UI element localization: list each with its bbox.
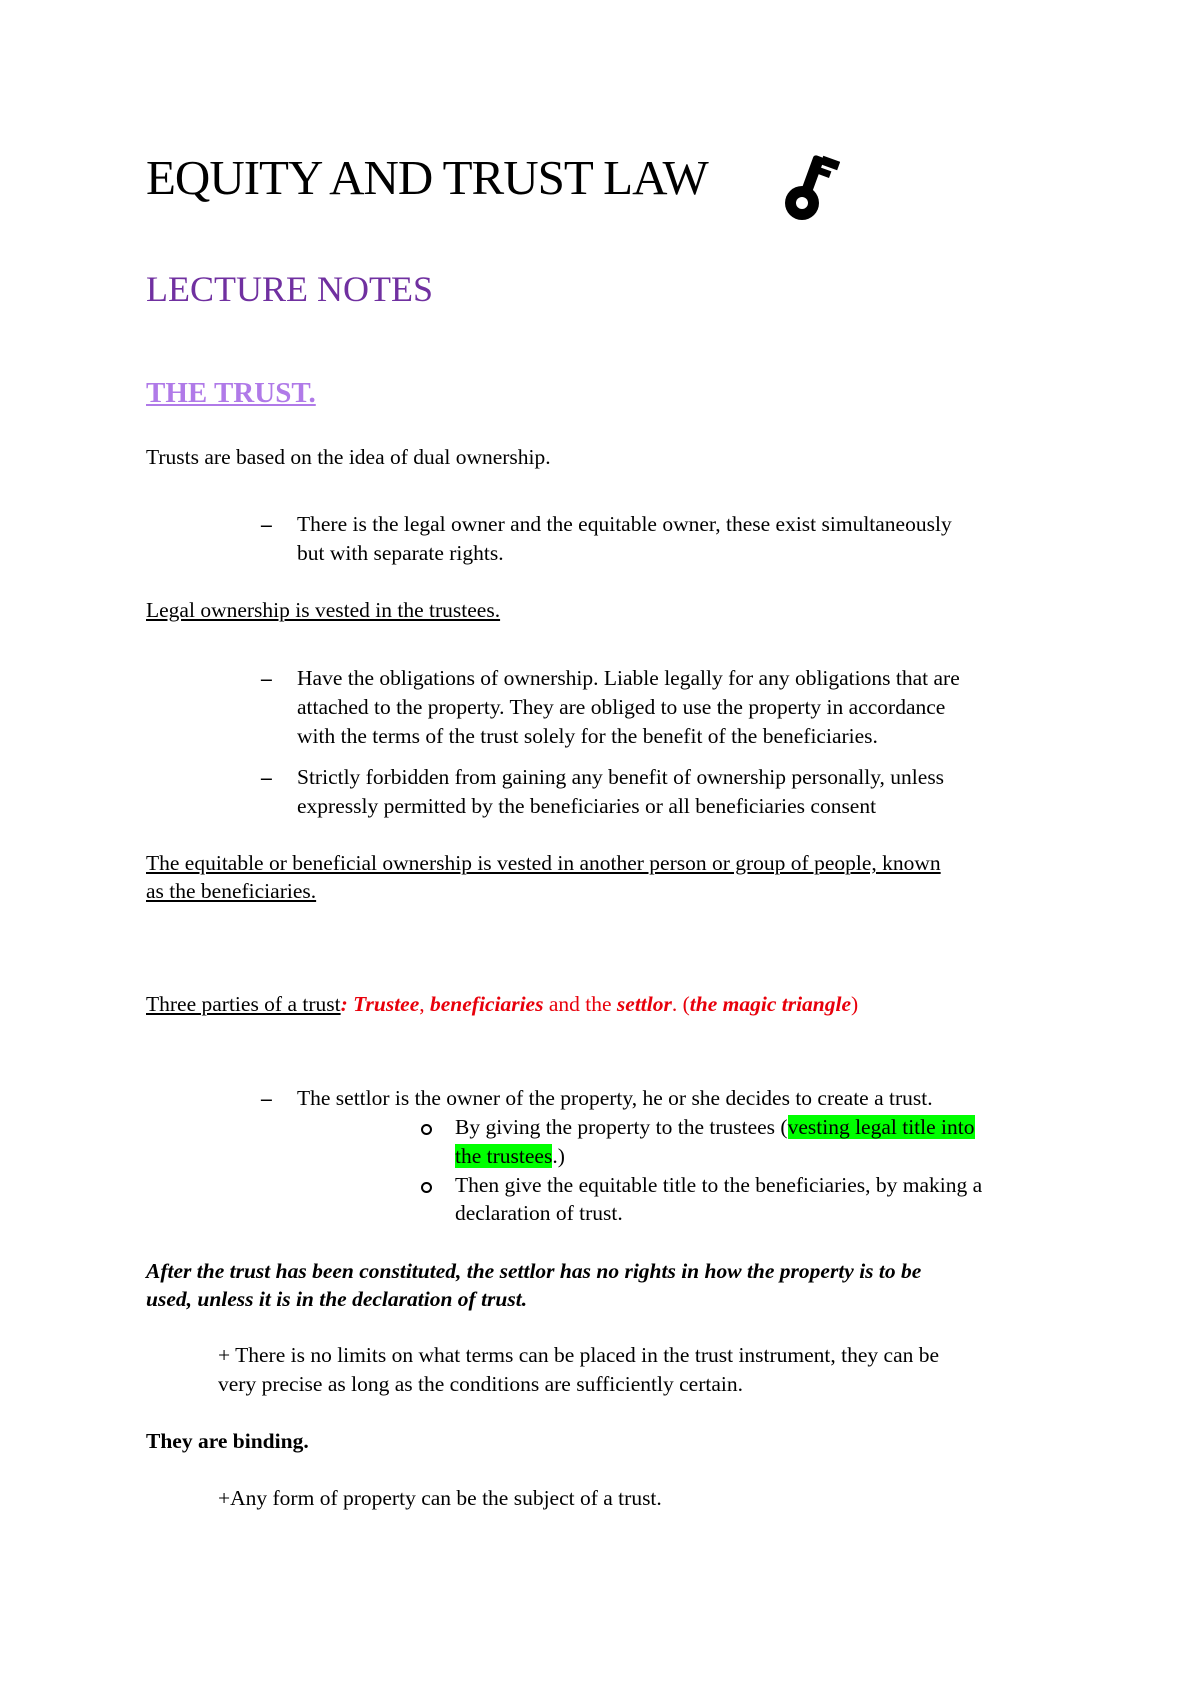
three-parties-label: Three parties of a trust: [146, 992, 341, 1016]
dash-bullet: –: [261, 512, 272, 536]
bullet-line: but with separate rights.: [297, 541, 504, 565]
close-paren: ): [851, 992, 859, 1016]
binding-note: They are binding.: [146, 1429, 309, 1453]
sub-bullet-line: declaration of trust.: [455, 1201, 623, 1225]
bullet-line: attached to the property. They are obliged to use the property in accordance: [297, 695, 946, 719]
highlighted-text: the trustees: [455, 1144, 553, 1168]
bullet-line: Have the obligations of ownership. Liable legally for any obligations that are: [297, 666, 960, 690]
section-heading: THE TRUST.: [146, 377, 316, 409]
comma: ,: [419, 992, 425, 1016]
beneficiaries-term: beneficiaries: [430, 992, 544, 1016]
sub-bullet-line: [455, 1113, 975, 1142]
subtitle: LECTURE NOTES: [146, 269, 433, 309]
sub-bullet-line: [455, 1142, 565, 1171]
bullet-line: with the terms of the trust solely for the benefit of the beneficiaries.: [297, 724, 878, 748]
highlighted-text: vesting legal title into: [787, 1115, 975, 1139]
no-limits-note: + There is no limits on what terms can be placed in the trust instrument, they can be: [218, 1343, 940, 1367]
and-the: and the: [543, 992, 617, 1016]
dash-bullet: –: [261, 1086, 272, 1110]
dash-bullet: –: [261, 765, 272, 789]
trustee-term: Trustee: [353, 992, 420, 1016]
any-property-note: +Any form of property can be the subject of a trust.: [218, 1486, 662, 1510]
bullet-line: The settlor is the owner of the property, he or she decides to create a trust.: [297, 1086, 933, 1110]
settlor-term: settlor: [616, 992, 672, 1016]
bullet-line: There is the legal owner and the equitable owner, these exist simultaneously: [297, 512, 952, 536]
legal-heading: Legal ownership is vested in the trustees.: [146, 598, 501, 622]
magic-triangle: the magic triangle: [689, 992, 852, 1016]
circle-bullet-icon: [421, 1182, 432, 1193]
document-title: EQUITY AND TRUST LAW: [146, 150, 708, 205]
constituted-note: After the trust has been constituted, the settlor has no rights in how the property is to be: [146, 1259, 922, 1283]
equitable-heading: as the beneficiaries.: [146, 879, 317, 903]
sub-bullet-text: By giving the property to the trustees (: [455, 1115, 788, 1139]
key-icon: [778, 145, 840, 227]
bullet-line: Strictly forbidden from gaining any benefit of ownership personally, unless: [297, 765, 945, 789]
colon: :: [340, 992, 354, 1016]
bullet-line: expressly permitted by the beneficiaries or all beneficiaries consent: [297, 794, 877, 818]
sub-bullet-line: Then give the equitable title to the beneficiaries, by making a: [455, 1173, 983, 1197]
no-limits-note: very precise as long as the conditions are sufficiently certain.: [218, 1372, 743, 1396]
dash-bullet: –: [261, 666, 272, 690]
circle-bullet-icon: [421, 1124, 432, 1135]
equitable-heading: The equitable or beneficial ownership is vested in another person or group of people, known: [146, 851, 941, 875]
period: .: [671, 992, 683, 1016]
sub-bullet-text: .): [552, 1144, 565, 1168]
open-paren: (: [682, 992, 690, 1016]
three-parties-line: [146, 990, 858, 1019]
constituted-note: used, unless it is in the declaration of trust.: [146, 1287, 528, 1311]
intro-text: Trusts are based on the idea of dual ownership.: [146, 445, 551, 469]
